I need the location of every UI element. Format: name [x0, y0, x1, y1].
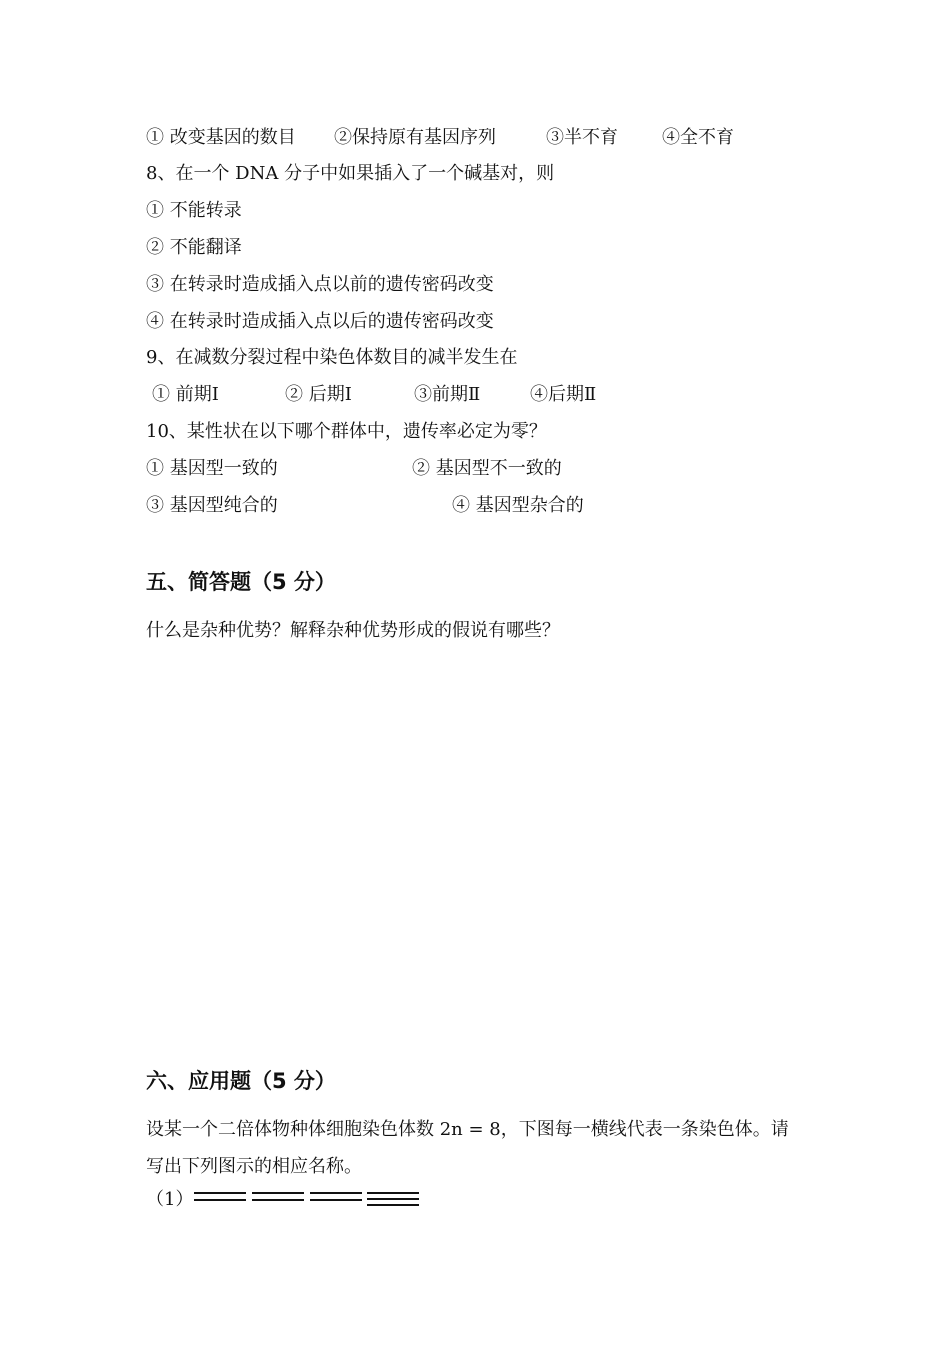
q7-option-2: ②保持原有基因序列 [334, 127, 496, 148]
q10-option-1: ① 基因型一致的 [146, 458, 278, 479]
q7-option-3: ③半不育 [546, 127, 618, 148]
q9-option-2: ② 后期Ⅰ [285, 384, 352, 405]
section5-heading: 五、简答题（5 分） [146, 570, 336, 594]
q10-option-3: ③ 基因型纯合的 [146, 495, 278, 516]
q8-option-4: ④ 在转录时造成插入点以后的遗传密码改变 [146, 311, 494, 332]
section6-heading: 六、应用题（5 分） [146, 1069, 336, 1093]
q8-option-1: ① 不能转录 [146, 200, 242, 221]
q7-option-1: ① 改变基因的数目 [146, 127, 296, 148]
section6-question-line2: 写出下列图示的相应名称。 [146, 1156, 362, 1177]
section5-question: 什么是杂种优势？解释杂种优势形成的假说有哪些？ [146, 620, 560, 641]
section6-question-line1: 设某一个二倍体物种体细胞染色体数 2n = 8，下图每一横线代表一条染色体。请 [146, 1119, 789, 1140]
q9-stem: 9、在减数分裂过程中染色体数目的减半发生在 [146, 347, 518, 368]
q9-option-3: ③前期Ⅱ [414, 384, 481, 405]
q7-option-4: ④全不育 [662, 127, 734, 148]
chromosome-pair-3 [310, 1192, 362, 1201]
q10-option-2: ② 基因型不一致的 [412, 458, 562, 479]
chromosome-pair-1 [194, 1192, 246, 1201]
figure-1-label: （1） [146, 1189, 194, 1210]
chromosome-trisomic-4 [367, 1192, 419, 1206]
chromosome-pair-2 [252, 1192, 304, 1201]
q9-option-1: ① 前期Ⅰ [152, 384, 219, 405]
answer-space [146, 660, 806, 1050]
q8-option-3: ③ 在转录时造成插入点以前的遗传密码改变 [146, 274, 494, 295]
q9-option-4: ④后期Ⅱ [530, 384, 597, 405]
q8-option-2: ② 不能翻译 [146, 237, 242, 258]
q10-option-4: ④ 基因型杂合的 [452, 495, 584, 516]
q10-stem: 10、某性状在以下哪个群体中，遗传率必定为零？ [146, 421, 547, 442]
q8-stem: 8、在一个 DNA 分子中如果插入了一个碱基对，则 [146, 163, 555, 184]
